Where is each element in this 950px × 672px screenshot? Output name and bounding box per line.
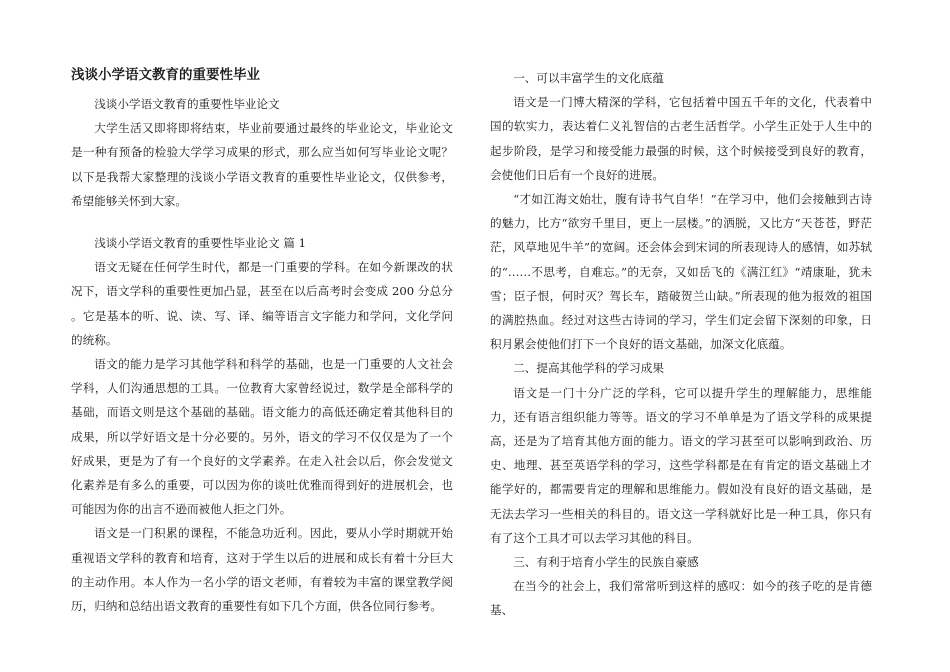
body-paragraph-3: 语文是一门积累的课程，不能急功近利。因此，要从小学时期就开始重视语文学科的教育和培育，这对于学生以后的进展和成长有着十分巨大的主动作用。本人作为一名小学的语文老师，有着较为丰富的课堂教学阅历，归纳和总结出语文教育的重要性有如下几个方面，供各位同行参考。 (71, 526, 453, 614)
right-paragraph-4: 在当今的社会上，我们常常听到这样的感叹：如今的孩子吃的是肯德基、 (490, 579, 872, 618)
right-paragraph-2: “才如江海文始壮，腹有诗书气自华！”在学习中，他们会接触到古诗的魅力，比方“欲穷千里目，更上一层楼。”的洒脱，又比方“天苍苍，野茫茫，风草地见牛羊”的宽阔。还会体会到宋词的所表现诗人的感情，如苏轼的“……不思考，自难忘。”的无奈，又如岳飞的《满江红》“靖康耻，犹未雪；臣子恨，何时灭？驾长车，踏破贺兰山缺。”所表现的他为报效的祖国的满腔热血。经过对这些古诗词的学习，学生们定会留下深刻的印象，日积月累会使他们打下一个良好的语文基础，加深文化底蕴。 (490, 192, 872, 352)
section-title: 浅谈小学语文教育的重要性毕业论文 篇 1 (94, 236, 307, 251)
heading-3: 三、有利于培育小学生的民族自豪感 (513, 555, 699, 570)
heading-1: 一、可以丰富学生的文化底蕴 (513, 71, 664, 85)
intro-paragraph: 大学生活又即将即将结束，毕业前要通过最终的毕业论文，毕业论文是一种有预备的检验大学学习成果的形式，那么应当如何写毕业论文呢？以下是我帮大家整理的浅谈小学语文教育的重要性毕业论文，仅供参考，希望能够关怀到大家。 (71, 121, 453, 208)
paragraph-gap (71, 213, 453, 231)
document-title: 浅谈小学语文教育的重要性毕业 (71, 67, 260, 83)
left-column (71, 66, 453, 618)
right-paragraph-3: 语文是一门十分广泛的学科，它可以提升学生的理解能力，思维能力，还有语言组织能力等等。语文的学习不单单是为了语文学科的成果提高，还是为了培育其他方面的能力。语文的学习甚至可以影响到政治、历史、地理、甚至英语学科的学习，这些学科都是在有肯定的语文基础上才能学好的，都需要肯定的理解和思维能力。假如没有良好的语文基础，是无法去学习一些相关的科目的。语文这一学科就好比是一种工具，你只有有了这个工具才可以去学习其他的科目。 (490, 385, 872, 545)
body-paragraph-1: 语文无疑在任何学生时代，都是一门重要的学科。在如今新课改的状况下，语文学科的重要性更加凸显，甚至在以后高考时会变成 200 分总分 。它是基本的听、说、读、写、译、编等语言文字能力和学问，文化学问的统称。 (71, 260, 453, 347)
right-column (490, 66, 872, 623)
body-paragraph-2: 语文的能力是学习其他学科和科学的基础，也是一门重要的人文社会学科，人们沟通思想的工具。一位教育大家曾经说过，数学是全部科学的基础，而语文则是这个基础的基础。语文能力的高低还确定着其他科目的成果，所以学好语文是十分必要的。另外，语文的学习不仅仅是为了一个好成果，更是为了有一个良好的文学素养。在走入社会以后，你会发觉文化素养是有多么的重要，可以因为你的谈吐优雅而得到好的进展机会，也可能因为你的出言不逊而被他人拒之门外。 (71, 357, 453, 517)
right-paragraph-1: 语文是一门博大精深的学科，它包括着中国五千年的文化，代表着中国的软实力，表达着仁义礼智信的古老生活哲学。小学生正处于人生中的起步阶段，是学习和接受能力最强的时候，这个时候接受到良好的教育，会使他们日后有一个良好的进展。 (490, 95, 872, 182)
document-subtitle: 浅谈小学语文教育的重要性毕业论文 (94, 97, 280, 111)
heading-2: 二、提高其他学科的学习成果 (513, 361, 664, 376)
